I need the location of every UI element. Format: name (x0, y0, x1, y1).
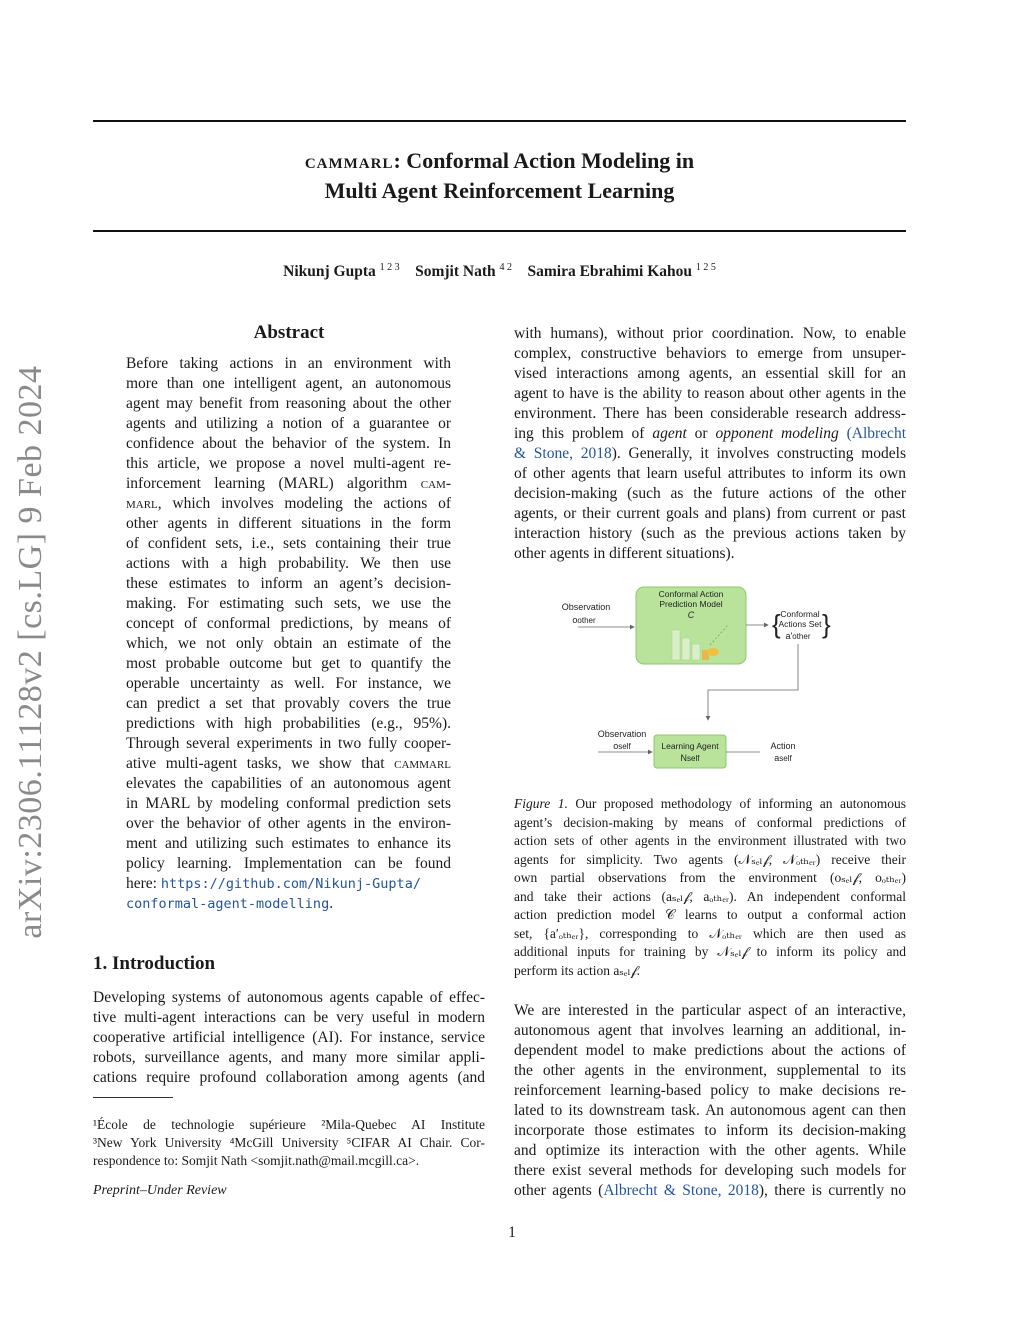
method-diagram (560, 580, 860, 780)
right-paragraph-1-tail (514, 464, 906, 564)
text-run: ing this problem of (514, 425, 653, 442)
title-line1: : Conformal Action Modeling in (393, 148, 695, 173)
symbol: a' (785, 631, 793, 641)
text-line: over the behavior of other agents in the environ- (126, 815, 451, 832)
text-line: respondence to: Somjit Nath <somjit.nath@mail.mcgill.ca>. (93, 1153, 420, 1168)
text-line: complex, constructive behaviors to emerge from unsuper- (514, 345, 906, 362)
caption-line: agent’s decision-making by means of conformal predictions of (514, 814, 906, 830)
author-name: Somjit Nath (415, 263, 496, 281)
text-line: most probable outcome but get to quantify the (126, 655, 451, 672)
text-line: more than one intelligent agent, an autonomous (126, 375, 451, 392)
text-line: Through several experiments in two fully cooper- (126, 735, 451, 752)
repo-link-cont[interactable]: conformal-agent-modelling (126, 896, 330, 912)
set-symbol (786, 631, 811, 641)
obs-self-label: Observation (597, 729, 647, 739)
title-line2: Multi Agent Reinforcement Learning (324, 178, 675, 203)
caption-line: and take their actions (aₛₑₗ𝒻, aₒₜₕₑᵣ). An independent conformal (514, 888, 906, 904)
text-line: agent to have is the ability to reason about other agents in the (514, 385, 906, 402)
link-suffix: . (329, 895, 334, 912)
text-line: autonomous agent that involves learning an additional, in- (514, 1022, 906, 1039)
link-prefix: here: (126, 875, 161, 892)
obs-other-symbol (572, 615, 596, 625)
text-line: with humans), without prior coordination. Now, to enable (514, 325, 906, 342)
text-line: of other agents that learn useful attributes to inform its own (514, 465, 906, 482)
text-line: agent may benefit from reasoning about the other (126, 395, 451, 412)
citation-link[interactable]: & Stone, 2018 (514, 445, 612, 462)
text-line: making. For estimating such sets, we use the (126, 595, 451, 612)
caption-line: agents for simplicity. Two agents (𝒩ₛₑₗ𝒻, 𝒩ₒₜₕₑᵣ) receive their (514, 851, 906, 867)
text-line: other agents in different situations in the form (126, 515, 451, 532)
text-line: ative multi-agent tasks, we show that cammarl (126, 755, 451, 772)
text-run: other agents ( (514, 1182, 604, 1199)
subscript: other (792, 632, 811, 641)
text-line: cations require profound collaboration among agents (and (93, 1069, 485, 1086)
emph-agent: agent (652, 425, 687, 442)
caption-line: Figure 1. Our proposed methodology of informing an autonomous (514, 796, 906, 811)
subscript: self (618, 742, 631, 751)
text-line: reinforcement learning-based policy to make decisions re- (514, 1082, 906, 1099)
right-paragraph-2-last (514, 1181, 906, 1201)
author-name: Nikunj Gupta (283, 263, 376, 281)
preprint-note: Preprint–Under Review (93, 1183, 227, 1198)
text-line: and optimize its interaction with the other agents. While (514, 1142, 906, 1159)
agent-label: Learning Agent (661, 741, 719, 751)
paper-title (93, 146, 906, 206)
top-rule (93, 120, 906, 122)
set-label-2: Actions Set (778, 619, 822, 629)
symbol: o (613, 741, 619, 751)
bar-glyph (682, 638, 690, 660)
text-line: inforcement learning (MARL) algorithm cam- (126, 475, 451, 492)
text-line: confidence about the behavior of the system. In (126, 435, 451, 452)
right-brace: } (822, 609, 831, 639)
caption-line: action sets of other agents in the environment illustrated with two (514, 833, 906, 848)
model-symbol: C (687, 610, 695, 620)
text-line: cooperative artificial intelligence (AI). For instance, service (93, 1029, 485, 1046)
repo-link[interactable]: https://github.com/Nikunj-Gupta/ (160, 876, 421, 892)
text-line: agents, or their current goals and plans) from current or past (514, 505, 906, 522)
text-line: these estimates to inform an agent’s decision- (126, 575, 451, 592)
right-paragraph-2 (514, 1001, 906, 1181)
caption-line: additional inputs for training by 𝒩ₛₑₗ𝒻 to inform its policy and (514, 944, 906, 959)
text-line: interaction history (such as the previous actions taken by (514, 525, 906, 542)
text-line: the other agents in the environment, supplemental to its (514, 1062, 906, 1079)
emph-opponent-modeling: opponent modeling (715, 425, 839, 442)
text-line: ment and utilizing such estimates to enhance its (126, 835, 451, 852)
text-line: elevates the capabilities of an autonomous agent (126, 775, 451, 792)
subscript: other (577, 616, 596, 625)
symbol: N (680, 753, 688, 763)
obs-self-symbol (613, 741, 631, 751)
bottom-title-rule (93, 230, 906, 232)
figure-caption (514, 795, 906, 980)
learning-agent-box (654, 735, 726, 768)
left-brace: { (772, 609, 781, 639)
text-line: which, we not only obtain an estimate of the (126, 635, 451, 652)
text-line: predictions with high probabilities (e.g., 95%). (126, 715, 451, 732)
text-line: can predict a set that provably covers the true (126, 695, 451, 712)
model-title-2: Prediction Model (659, 599, 723, 609)
set-label-1: Conformal (780, 609, 820, 619)
author-list (93, 262, 906, 281)
text-line: operable uncertainty as well. For instance, we (126, 675, 451, 692)
text-line: concept of conformal predictions, by means of (126, 615, 451, 632)
arxiv-stamp: arXiv:2306.11128v2 [cs.LG] 9 Feb 2024 (12, 365, 49, 939)
text-line: of confident sets, i.e., sets containing their true (126, 535, 451, 552)
text-line: dependent model to make predictions about the actions of (514, 1042, 906, 1059)
bar-glyph (672, 630, 680, 660)
text-run: ). Generally, it involves constructing models (611, 445, 906, 462)
author-name: Samira Ebrahimi Kahou (527, 263, 692, 281)
text-line: environment. There has been considerable research address- (514, 405, 906, 422)
abstract-link-block (126, 874, 451, 914)
citation-link[interactable]: (Albrecht (838, 425, 906, 442)
text-line: vised interactions among agents, an essential skill for an (514, 365, 906, 382)
bar-glyph (692, 644, 700, 660)
symbol: a (774, 753, 780, 763)
text-line: actions with a high probability. We then use (126, 555, 451, 572)
text-line: incorporate those estimates to inform its decision-making (514, 1122, 906, 1139)
right-paragraph-1-mid (514, 424, 906, 464)
caption-line: perform its action aₛₑₗ𝒻. (514, 962, 641, 978)
text-line: ¹École de technologie supérieure ²Mila-Quebec AI Institute (93, 1117, 485, 1132)
author-affiliation: 4 2 (499, 262, 512, 273)
footnote-rule (93, 1097, 173, 1098)
symbol: o (572, 615, 578, 625)
bar-glyph (707, 648, 719, 656)
text-line: policy learning. Implementation can be found (126, 855, 451, 872)
intro-heading: 1. Introduction (93, 953, 216, 974)
text-line: there exist several methods for developing such models for (514, 1162, 906, 1179)
intro-body (93, 988, 485, 1088)
text-line: Developing systems of autonomous agents capable of effec- (93, 989, 485, 1006)
text-run: ), there is currently no (758, 1182, 907, 1199)
caption-line: set, {a′ₒₜₕₑᵣ}, corresponding to 𝒩ₒₜₕₑᵣ which are then used as (514, 925, 906, 941)
author-affiliation: 1 2 5 (695, 262, 716, 273)
subscript: self (687, 754, 700, 763)
caption-line: action prediction model 𝒞 learns to output a conformal action (514, 907, 906, 922)
text-line: this article, we propose a novel multi-agent re- (126, 455, 451, 472)
abstract-body (126, 354, 451, 874)
subscript: self (779, 754, 792, 763)
text-line: other agents in different situations). (514, 545, 735, 562)
text-line: decision-making (such as the future actions of the other (514, 485, 906, 502)
right-paragraph-1 (514, 324, 906, 424)
citation-link[interactable]: Albrecht & Stone, 2018 (603, 1182, 759, 1199)
text-run: or (686, 425, 716, 442)
abstract-heading: Abstract (253, 322, 325, 343)
text-line: agents and utilizing a notion of a guarantee or (126, 415, 451, 432)
title-algorithm-name: cammarl (304, 148, 394, 173)
text-line: marl, which involves modeling the actions of (126, 495, 451, 512)
page-number: 1 (508, 1224, 516, 1241)
author-affiliation: 1 2 3 (379, 262, 400, 273)
figure-label: Figure 1. (514, 796, 568, 811)
action-label: Action (770, 741, 796, 751)
obs-other-label: Observation (561, 602, 611, 612)
caption-line: own partial observations from the environment (oₛₑₗ𝒻, oₒₜₕₑᵣ) (514, 870, 906, 885)
text-line: We are interested in the particular aspect of an interactive, (514, 1002, 906, 1019)
text-line: lated to its downstream task. An autonomous agent can then (514, 1102, 906, 1119)
text-line: ³New York University ⁴McGill University ⁵CIFAR AI Chair. Cor- (93, 1135, 485, 1150)
text-line: in MARL by modeling conformal prediction sets (126, 795, 451, 812)
footnote (93, 1116, 485, 1170)
text-line: robots, surveillance agents, and many more similar appli- (93, 1049, 485, 1066)
model-title-1: Conformal Action (658, 589, 724, 599)
text-line: tive multi-agent interactions can be very useful in modern (93, 1009, 485, 1026)
agent-symbol (681, 753, 701, 763)
action-symbol (774, 753, 792, 763)
text-line: Before taking actions in an environment with (126, 355, 451, 372)
